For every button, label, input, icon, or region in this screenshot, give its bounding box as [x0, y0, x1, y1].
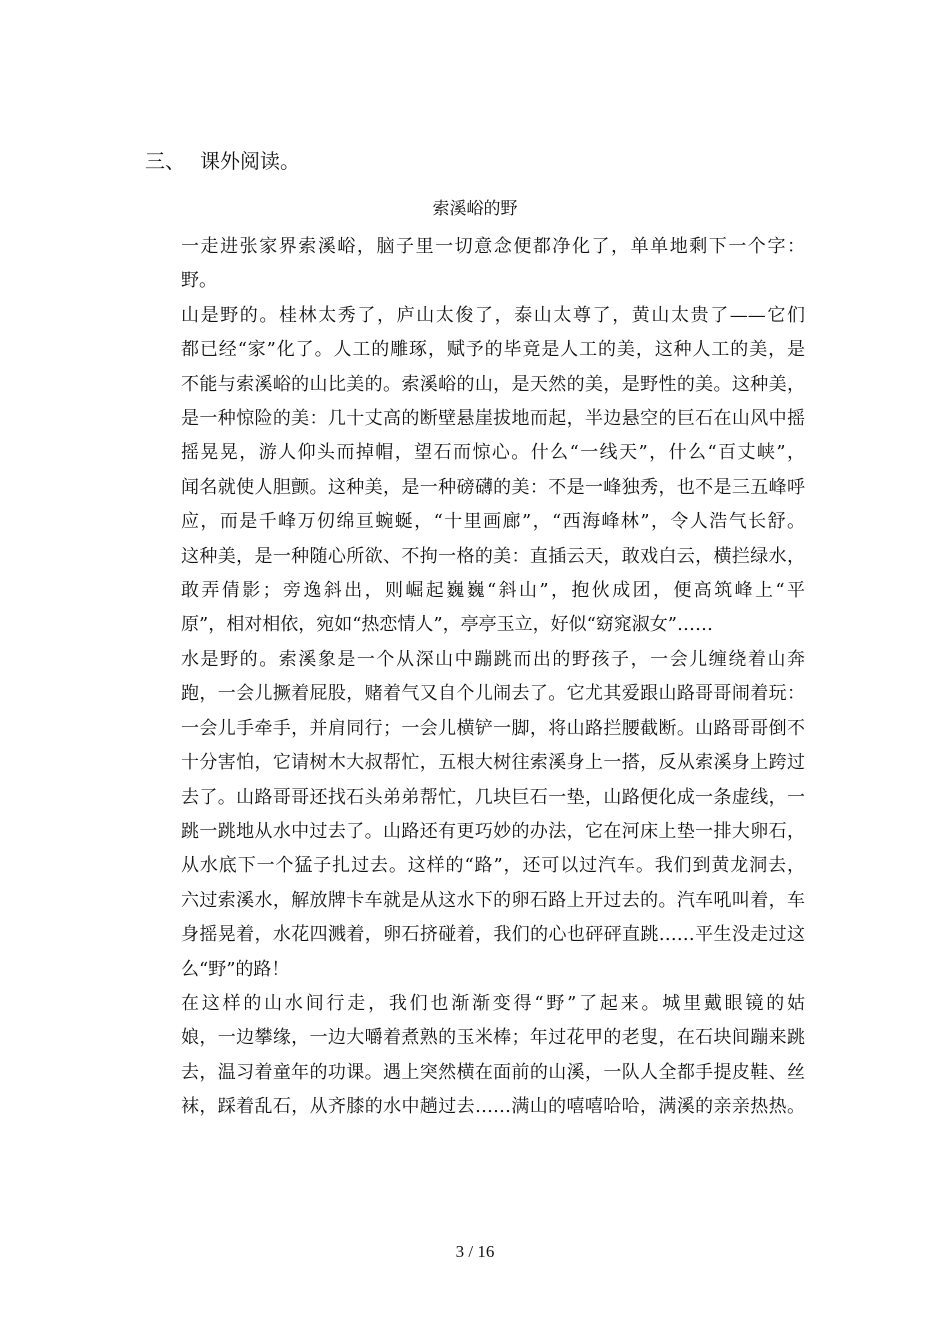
section-title: 课外阅读。 [200, 149, 300, 173]
text-line: 袜，踩着乱石，从齐膝的水中趟过去……满山的嘻嘻哈哈，满溪的亲亲热热。 [181, 1096, 805, 1118]
text-line: 么“野”的路！ [181, 958, 290, 980]
text-line: 去，温习着童年的功课。遇上突然横在面前的山溪，一队人全都手提皮鞋、丝 [181, 1061, 805, 1083]
paragraph-mountains [145, 299, 805, 643]
section-heading [145, 146, 300, 176]
text-line: 闻名就使人胆颤。这种美，是一种磅礴的美：不是一峰独秀，也不是三五峰呼 [181, 476, 805, 498]
text-line: 从水底下一个猛子扎过去。这样的“路”，还可以过汽车。我们到黄龙洞去， [181, 855, 805, 877]
article-title: 索溪峪的野 [432, 199, 518, 219]
text-line: 娘，一边攀缘，一边大嚼着煮熟的玉米棒；年过花甲的老叟，在石块间蹦来跳 [181, 1027, 805, 1049]
text-line: 十分害怕，它请树木大叔帮忙，五根大树往索溪身上一搭，反从索溪身上跨过 [181, 752, 805, 774]
text-line: 山是野的。桂林太秀了，庐山太俊了，泰山太尊了，黄山太贵了——它们 [181, 304, 805, 326]
paragraph-people [145, 987, 805, 1125]
text-line: 野。 [181, 270, 217, 292]
text-line: 跑，一会儿撅着屁股，赌着气又自个儿闹去了。它尤其爱跟山路哥哥闹着玩： [181, 683, 805, 705]
text-line: 六过索溪水，解放牌卡车就是从这水下的卵石路上开过去的。汽车吼叫着，车 [181, 889, 805, 911]
text-line: 摇晃晃，游人仰头而掉帽，望石而惊心。什么“一线天”，什么“百丈峡”， [181, 442, 805, 464]
text-line: 都已经“家”化了。人工的雕琢，赋予的毕竟是人工的美，这种人工的美，是 [181, 339, 805, 361]
text-line: 不能与索溪峪的山比美的。索溪峪的山，是天然的美，是野性的美。这种美， [181, 373, 805, 395]
text-line: 在这样的山水间行走，我们也渐渐变得“野”了起来。城里戴眼镜的姑 [181, 992, 805, 1014]
section-number: 三、 [145, 149, 185, 173]
text-line: 一走进张家界索溪峪，脑子里一切意念便都净化了，单单地剩下一个字： [181, 236, 805, 257]
text-line: 一会儿手牵手，并肩同行；一会儿横铲一脚，将山路拦腰截断。山路哥哥倒不 [181, 717, 805, 739]
text-line: 这种美，是一种随心所欲、不拘一格的美：直插云天，敢戏白云，横拦绿水， [181, 545, 805, 567]
text-line: 跳一跳地从水中过去了。山路还有更巧妙的办法，它在河床上垫一排大卵石， [181, 820, 805, 842]
article-body [145, 230, 805, 1125]
text-line: 是一种惊险的美：几十丈高的断壁悬崖拔地而起，半边悬空的巨石在山风中摇 [181, 408, 805, 430]
text-line: 原”，相对相依，宛如“热恋情人”，亭亭玉立，好似“窈窕淑女”…… [181, 614, 714, 636]
text-line: 身摇晃着，水花四溅着，卵石挤碰着，我们的心也砰砰直跳……平生没走过这 [181, 924, 805, 946]
page-number: 3 / 16 [455, 1242, 495, 1261]
text-line: 敢弄倩影；旁逸斜出，则崛起巍巍“斜山”，抱伙成团，便高筑峰上“平 [181, 580, 805, 602]
text-line: 应，而是千峰万仞绵亘蜿蜒，“十里画廊”，“西海峰林”，令人浩气长舒。 [181, 511, 805, 533]
text-line: 水是野的。索溪象是一个从深山中蹦跳而出的野孩子，一会儿缠绕着山奔 [181, 648, 805, 670]
text-line: 去了。山路哥哥还找石头弟弟帮忙，几块巨石一垫，山路便化成一条虚线，一 [181, 786, 805, 808]
paragraph-intro [145, 230, 805, 299]
paragraph-water [145, 643, 805, 987]
